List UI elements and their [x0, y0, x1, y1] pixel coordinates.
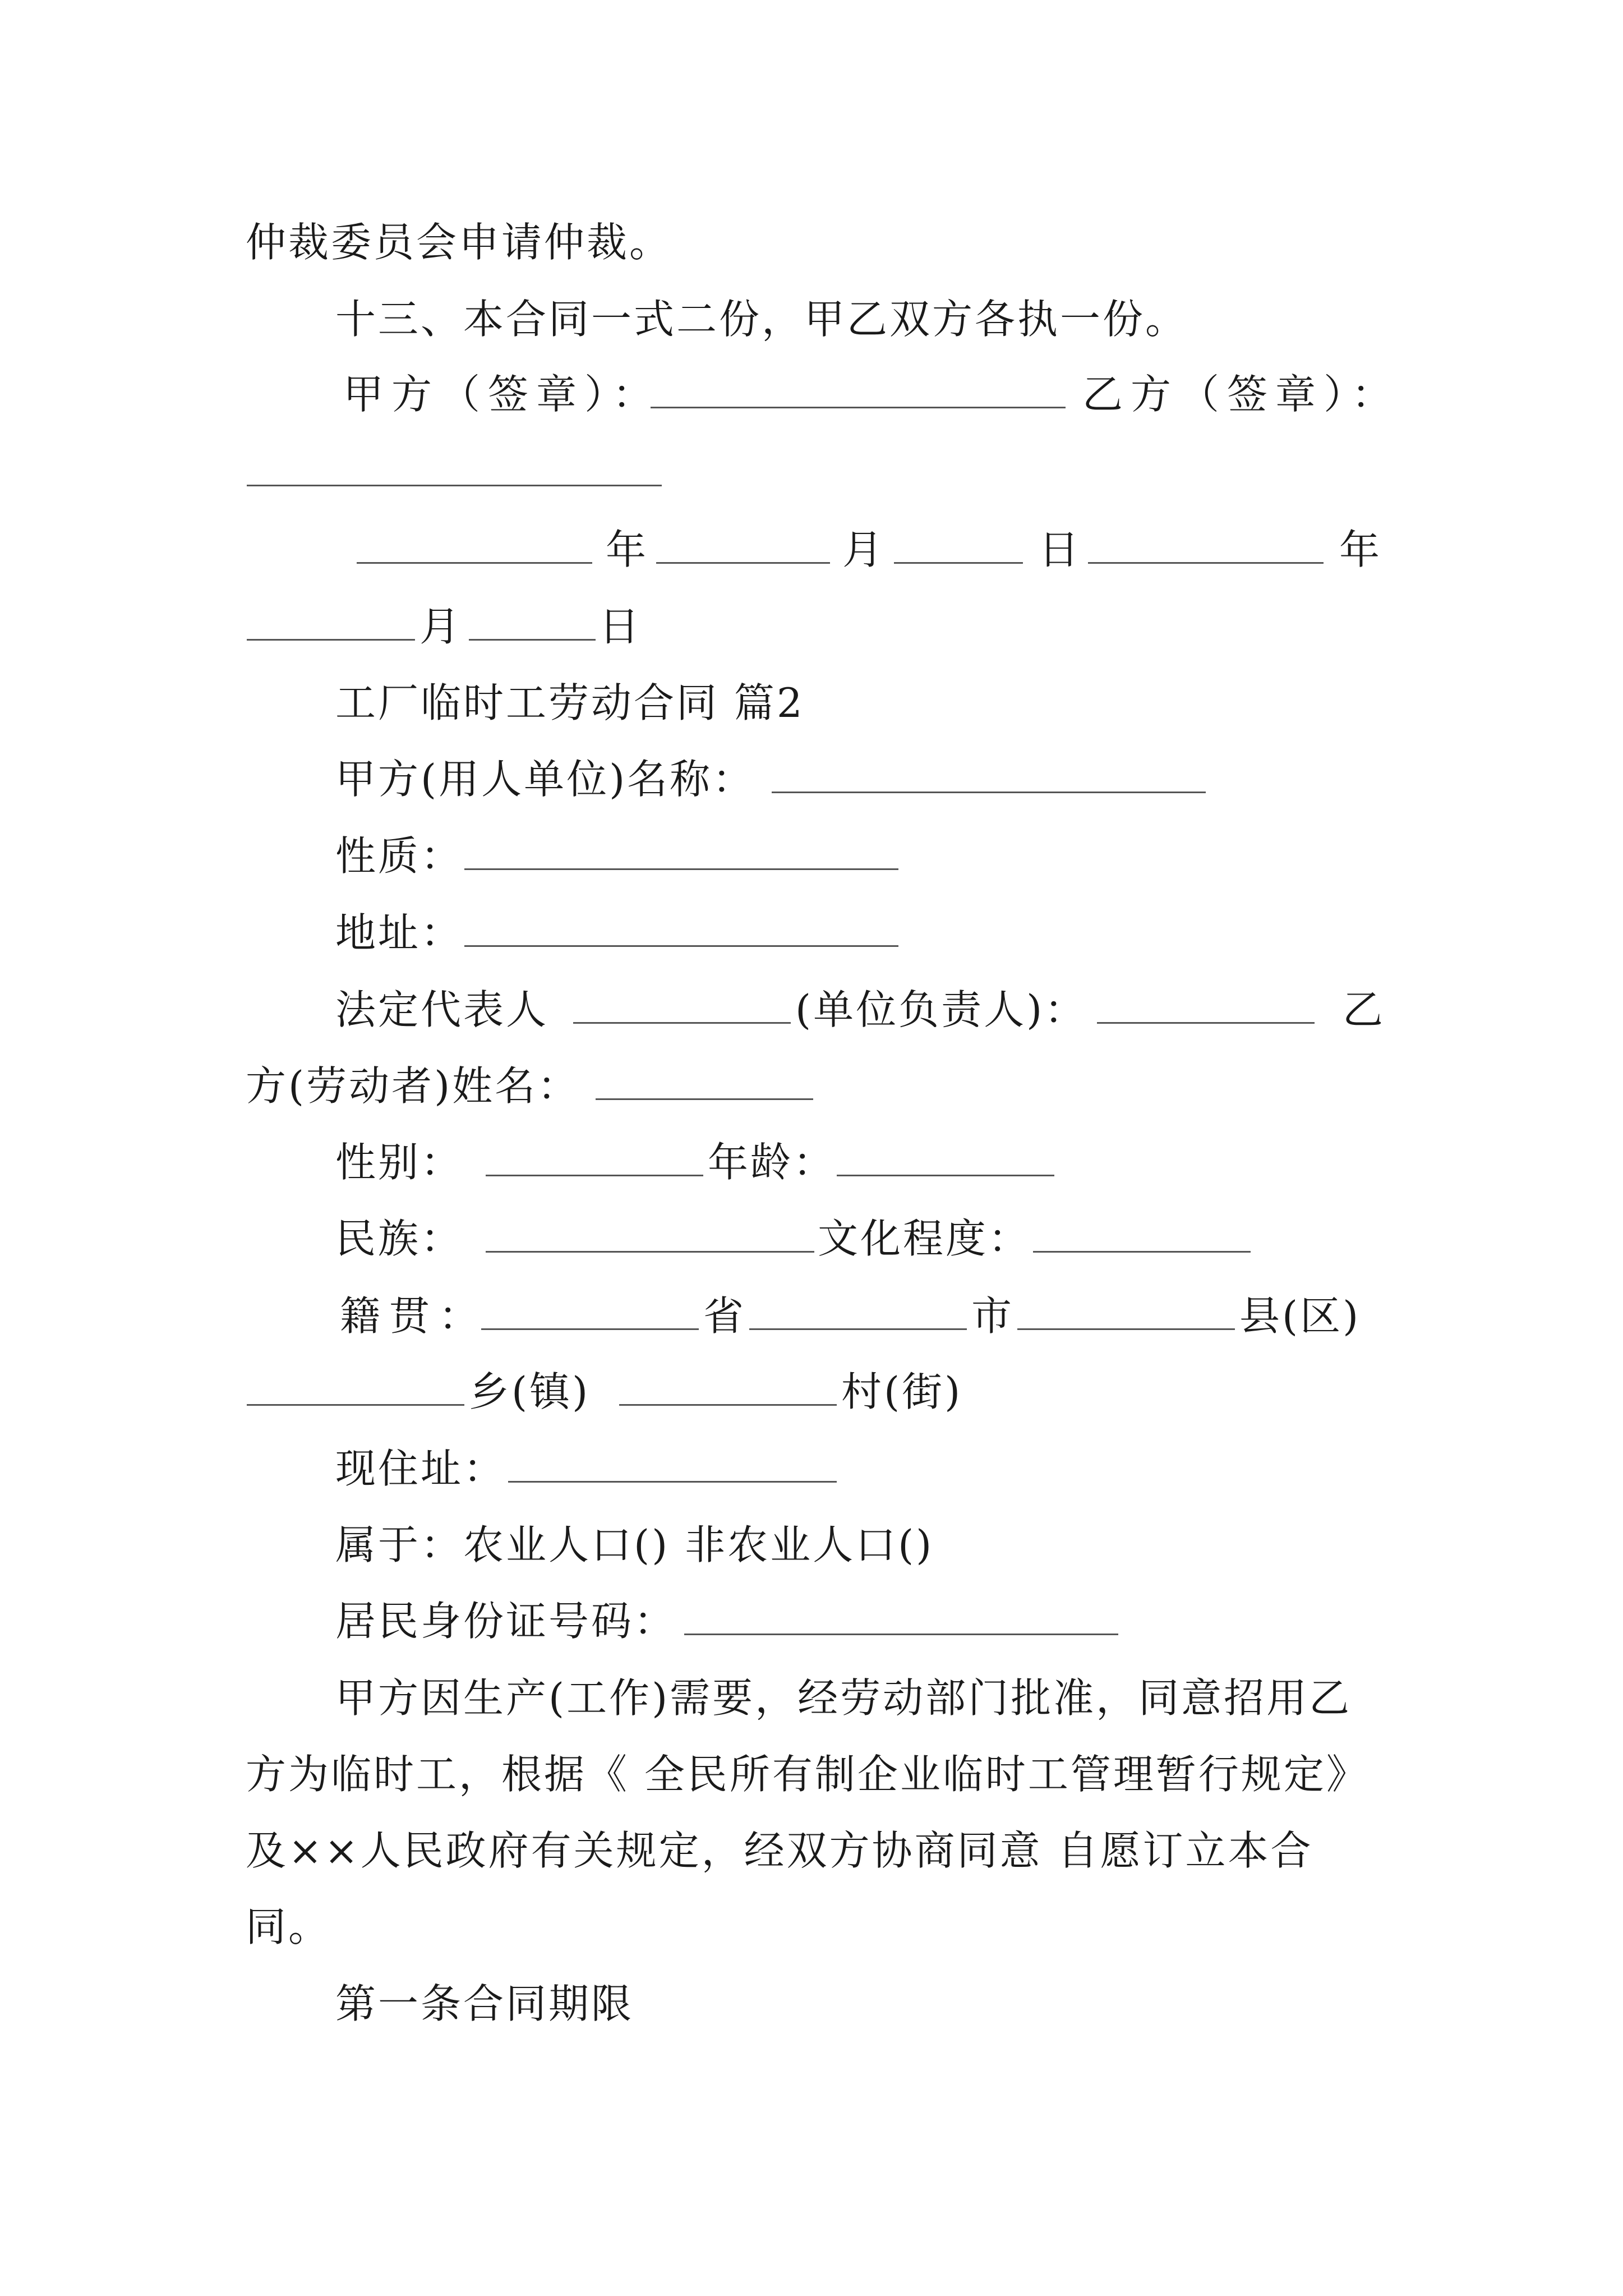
paragraph-text: 及××人民政府有关规定，经双方协商同意 自愿订立本合 [246, 1827, 1313, 1874]
year-blank [1088, 562, 1324, 564]
signature-continuation-line [0, 439, 1623, 506]
worker-name-blank [596, 1098, 813, 1100]
day-blank [894, 562, 1023, 564]
education-label: 文化程度： [818, 1215, 1031, 1262]
date-line [0, 516, 1623, 583]
month-blank [247, 639, 415, 641]
county-label: 县(区) [1239, 1292, 1361, 1340]
paragraph-text: 十三、本合同一式二份，甲乙双方各执一份。 [335, 296, 1188, 343]
year-blank [357, 562, 592, 564]
paragraph-text: 甲方因生产(工作)需要，经劳动部门批准，同意招用乙 [335, 1674, 1352, 1722]
city-blank [749, 1328, 967, 1330]
form-line [0, 1129, 1623, 1196]
party-b-signature-label: 乙方（签章）： [1082, 371, 1400, 418]
address-blank [464, 945, 898, 947]
household-type-text: 属于：农业人口() 非农业人口() [335, 1521, 934, 1568]
form-line [0, 899, 1623, 967]
party-a-signature-label: 甲方（签章）： [343, 371, 661, 418]
month-blank [656, 562, 830, 564]
form-line [0, 1205, 1623, 1272]
ethnicity-blank [486, 1251, 814, 1253]
text-line [0, 1970, 1623, 2037]
text-line [0, 1817, 1623, 1884]
age-blank [837, 1175, 1054, 1176]
form-line [0, 822, 1623, 890]
form-line [0, 746, 1623, 813]
signature-line [0, 361, 1623, 428]
day-label: 日 [599, 603, 642, 650]
form-line [0, 1511, 1623, 1579]
party-a-signature-blank [651, 407, 1066, 408]
paragraph-text: 方为临时工，根据《 全民所有制企业临时工管理暂行规定》 [246, 1751, 1369, 1798]
nature-blank [464, 868, 898, 870]
legal-representative-label: 法定代表人 [335, 986, 549, 1033]
current-address-blank [508, 1481, 837, 1483]
id-number-blank [684, 1634, 1118, 1635]
article-heading: 第一条合同期限 [335, 1980, 634, 2027]
paragraph-text: 同。 [246, 1903, 331, 1950]
paragraph-text: 乙 [1343, 986, 1386, 1033]
section-heading: 工厂临时工劳动合同 篇2 [335, 679, 805, 726]
day-label: 日 [1039, 526, 1082, 573]
date-continuation-line [0, 593, 1623, 660]
id-number-label: 居民身份证号码： [335, 1598, 677, 1645]
text-line [0, 286, 1623, 353]
worker-name-label: 方(劳动者)姓名： [246, 1062, 580, 1110]
address-label: 地址： [335, 909, 464, 956]
province-blank [481, 1328, 699, 1330]
native-place-label: 籍贯： [340, 1292, 488, 1340]
employer-name-blank [772, 792, 1206, 793]
education-blank [1033, 1251, 1251, 1253]
form-line [0, 1282, 1623, 1350]
age-label: 年龄： [708, 1139, 836, 1186]
ethnicity-label: 民族： [335, 1215, 464, 1262]
unit-head-blank [1097, 1022, 1315, 1024]
year-label: 年 [606, 526, 649, 573]
nature-label: 性质： [335, 832, 464, 880]
unit-head-label: (单位负责人)： [795, 986, 1087, 1033]
current-address-label: 现住址： [335, 1445, 506, 1492]
text-line [0, 1893, 1623, 1961]
form-line [0, 1588, 1623, 1655]
text-line [0, 1664, 1623, 1732]
month-label: 月 [842, 526, 886, 573]
text-line [0, 209, 1623, 276]
year-label: 年 [1339, 526, 1382, 573]
township-blank [247, 1404, 464, 1406]
township-label: 乡(镇) [469, 1368, 591, 1415]
village-label: 村(街) [841, 1368, 963, 1415]
text-line [0, 1741, 1623, 1808]
paragraph-text: 仲裁委员会申请仲裁。 [246, 219, 672, 266]
village-blank [619, 1404, 837, 1406]
gender-label: 性别： [335, 1139, 464, 1186]
gender-blank [486, 1175, 703, 1176]
legal-representative-blank [573, 1022, 791, 1024]
day-blank [469, 639, 596, 641]
county-blank [1017, 1328, 1235, 1330]
text-line [0, 669, 1623, 737]
form-line [0, 1358, 1623, 1425]
form-line [0, 1052, 1623, 1120]
form-line [0, 976, 1623, 1043]
month-label: 月 [419, 603, 463, 650]
city-label: 市 [971, 1292, 1015, 1340]
employer-name-label: 甲方(用人单位)名称： [335, 756, 755, 803]
form-line [0, 1435, 1623, 1502]
province-label: 省 [703, 1292, 746, 1340]
party-b-signature-blank [247, 485, 662, 486]
